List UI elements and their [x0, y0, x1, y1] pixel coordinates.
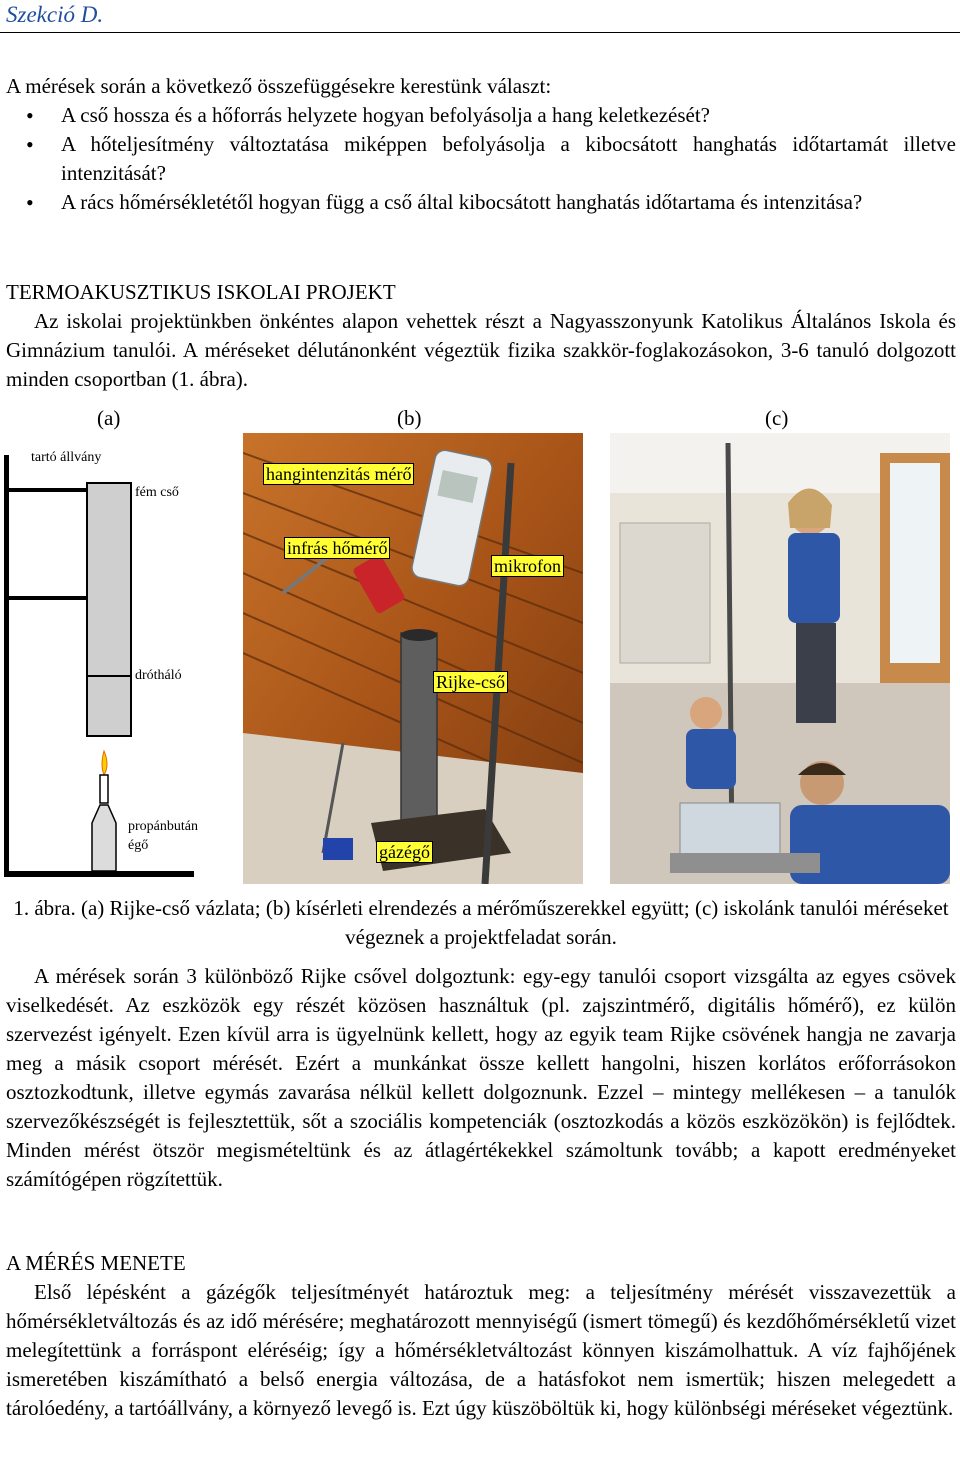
label-mesh: drótháló [135, 668, 182, 683]
setup-photo-illustration [243, 433, 583, 884]
project-heading: TERMOAKUSZTIKUS ISKOLAI PROJEKT [6, 280, 396, 304]
question-item: • A rács hőmérsékletétől hogyan függ a cső által kibocsátott hanghatás időtartama és intenzitása? [6, 188, 956, 217]
students-photo [610, 433, 950, 884]
header-rule [0, 32, 960, 33]
rijke-sketch [4, 433, 230, 884]
panel-label-b: (b) [397, 406, 422, 430]
figure-caption: 1. ábra. (a) Rijke-cső vázlata; (b) kísérleti elrendezés a mérőműszerekkel együtt; (c) iskolánk tanulói méréseket végeznek a projektfeladat során. [13, 896, 949, 949]
label-tube: fém cső [135, 485, 179, 500]
students-photo-illustration [610, 433, 950, 884]
label-burner: propánbután égő [128, 819, 198, 853]
question-item: • A hőteljesítmény változtatása miképpen befolyásolja a kibocsátott hanghatás időtartamát illetve intenzitását? [6, 130, 956, 188]
question-item: • A cső hossza és a hőforrás helyzete hogyan befolyásolja a hang keletkezését? [6, 101, 956, 130]
tag-sound-meter: hangintenzitás mérő [263, 463, 414, 485]
tag-rijke-tube: Rijke-cső [433, 671, 508, 693]
method-heading: A MÉRÉS MENETE [6, 1251, 186, 1275]
setup-photo [243, 433, 583, 884]
project-paragraph: Az iskolai projektünkben önkéntes alapon vehettek részt a Nagyasszonyunk Katolikus Általános Iskola és Gimnázium tanulói. A méréseket délutánonként végeztük fizika szakkör-foglakozásokon, 3-6 tanuló dolgozott minden csoportban (1. ábra). [6, 309, 956, 391]
tag-microphone: mikrofon [491, 555, 564, 577]
panel-label-a: (a) [97, 406, 121, 430]
body-paragraph: A mérések során 3 különböző Rijke csővel dolgoztunk: egy-egy tanulói csoport vizsgálta az egyes csövek viselkedését. Az eszközök egy részét közösen használtuk (pl. zajszintmérő, digitális hőmérő), ez külön szervezést igényelt. Ezen kívül arra is ügyelnünk kellett, hogy az egyik team Rijke csövének hangja ne zavarja meg a másik csoport mérését. Ezért a munkánkat össze kellett hangolni, hiszen korlátos erőforrásokon osztozkodtunk, illetve egymás zavarása nélkül kellett dolgoznunk. Ezzel – mintegy mellékesen – a tanulók szervezőkészségét is fejlesztettük, sőt a szociális kompetenciák (osztozkodás a közös eszközökön) is fejlődtek. Minden mérést ötször megismételtünk és az átlagértékekkel számoltunk tovább; a kapott eredményeket számítógépen rögzítettük. [6, 964, 956, 1191]
tag-ir-thermometer: infrás hőmérő [284, 537, 390, 559]
section-header: Szekció D. [6, 2, 104, 27]
question-list [6, 101, 956, 217]
tag-gas-burner: gázégő [376, 841, 433, 863]
panel-label-c: (c) [765, 406, 789, 430]
intro-text: A mérések során a következő összefüggésekre kerestünk választ: [6, 74, 552, 98]
method-paragraph: Első lépésként a gázégők teljesítményét határoztuk meg: a teljesítmény mérését visszavezettük a hőmérsékletváltozás és az idő mérésére; meghatározott mennyiségű (ismert tömegű) és kezdőhőmérsékletű vizet melegítettünk a forráspont eléréséig; így a hőmérsékletváltozást könnyen kiszámolhattuk. A víz fajhőjének ismeretében kiszámítható a belső energia változása, de a hatásfokot nem ismertük; hiszen melegedett a tárolóedény, a tartóállvány, a környező levegő is. Ezt úgy küszöböltük ki, hogy különbségi méréseket végeztünk. [6, 1280, 956, 1420]
label-stand: tartó állvány [31, 450, 102, 465]
